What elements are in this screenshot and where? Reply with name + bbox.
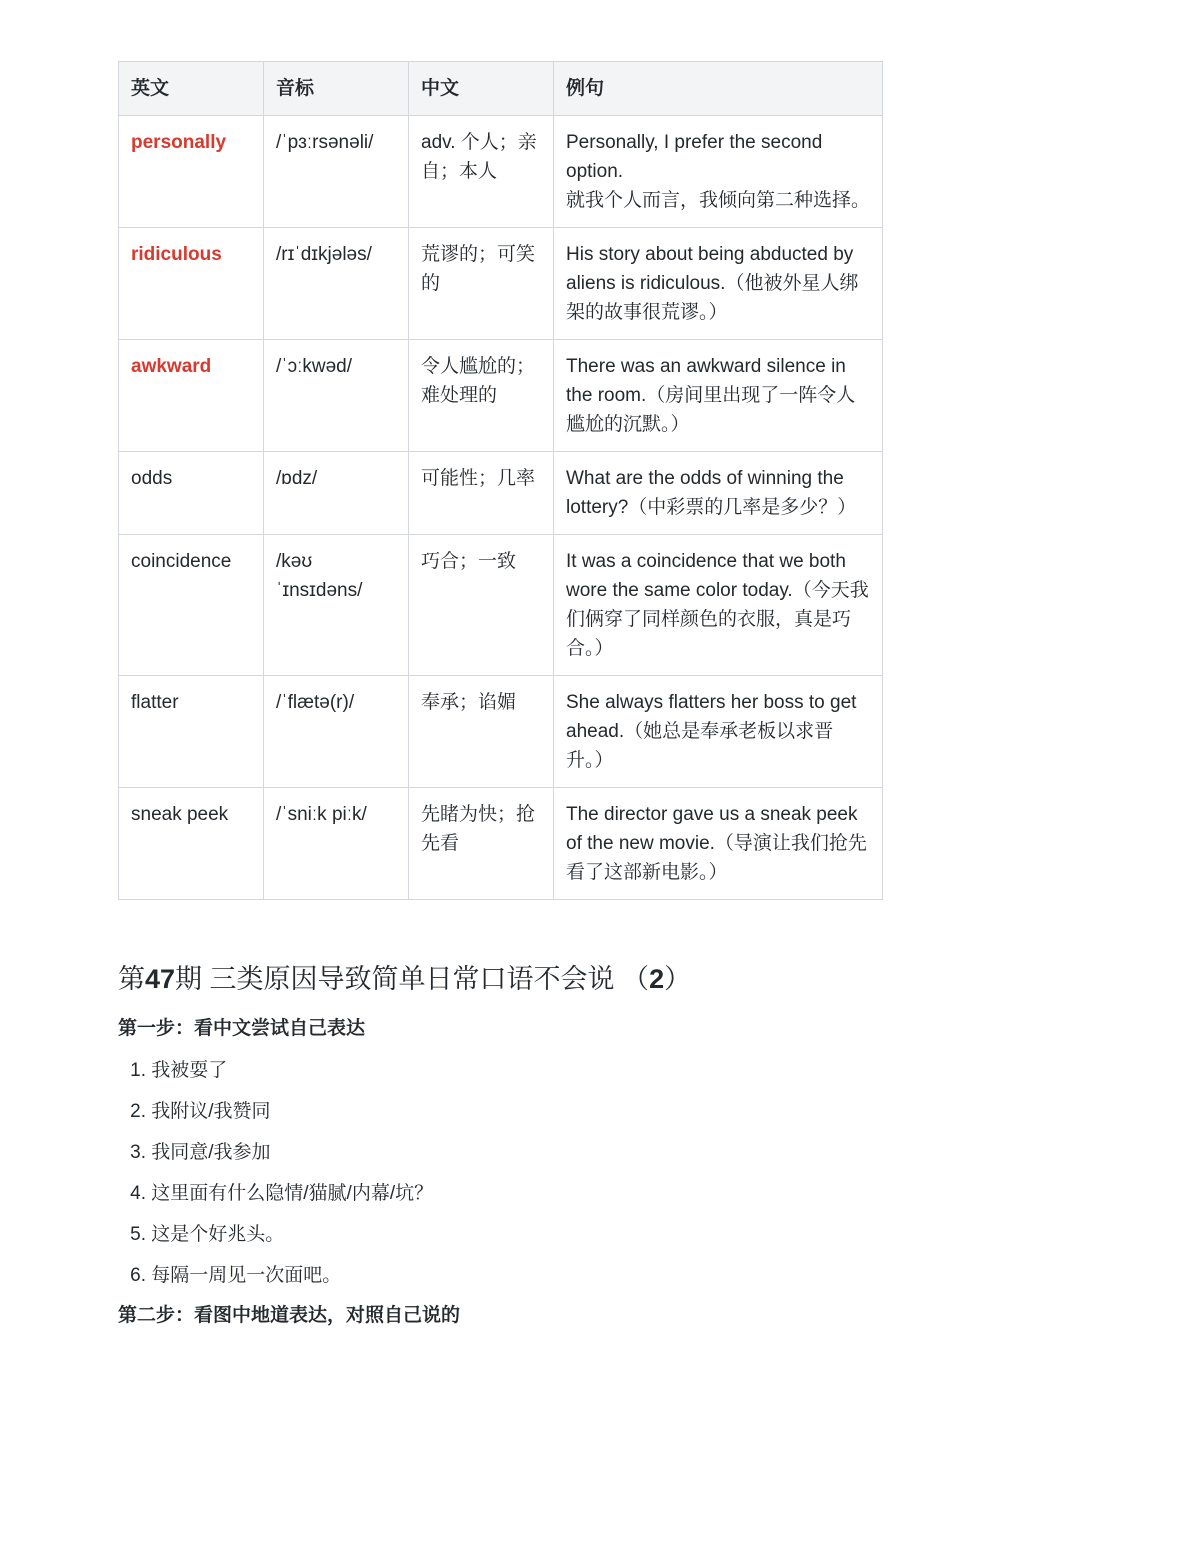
word-cell: coincidence (119, 535, 264, 676)
list-item-text: 我被耍了 (151, 1060, 228, 1081)
list-item (118, 1138, 433, 1179)
table-row (119, 340, 883, 452)
meaning-cell: 巧合；一致 (409, 535, 554, 676)
word-cell: flatter (119, 676, 264, 788)
phonetic-cell: /rɪˈdɪkjələs/ (264, 228, 409, 340)
step-one-heading: 第一步：看中文尝试自己表达 (118, 1018, 366, 1039)
column-header-example: 例句 (554, 62, 883, 116)
meaning-cell: 可能性；几率 (409, 452, 554, 535)
list-item (118, 1261, 433, 1302)
phonetic-cell: /kəʊ ˈɪnsɪdəns/ (264, 535, 409, 676)
word-cell: personally (119, 116, 264, 228)
column-header-english: 英文 (119, 62, 264, 116)
meaning-cell: 荒谬的；可笑的 (409, 228, 554, 340)
example-chinese: 就我个人而言，我倾向第二种选择。 (566, 190, 871, 211)
example-cell: The director gave us a sneak peek of the new movie.（导演让我们抢先看了这部新电影。） (554, 788, 883, 900)
column-header-phonetic: 音标 (264, 62, 409, 116)
list-item-text: 这里面有什么隐情/猫腻/内幕/坑？ (151, 1183, 434, 1204)
word-cell: ridiculous (119, 228, 264, 340)
table-row (119, 116, 883, 228)
list-item (118, 1220, 433, 1261)
section-title-number: 47 (145, 964, 176, 994)
meaning-cell: adv. 个人；亲自；本人 (409, 116, 554, 228)
example-cell: It was a coincidence that we both wore the same color today.（今天我们俩穿了同样颜色的衣服，真是巧合。） (554, 535, 883, 676)
list-item-index: 2. (130, 1101, 146, 1122)
example-english: Personally, I prefer the second option. (566, 132, 823, 182)
list-item-text: 我附议/我赞同 (151, 1101, 271, 1122)
section-title (118, 957, 691, 1001)
word-cell: awkward (119, 340, 264, 452)
list-item-index: 6. (130, 1265, 146, 1286)
word-cell: odds (119, 452, 264, 535)
table-header-row (119, 62, 883, 116)
phonetic-cell: /ˈsniːk piːk/ (264, 788, 409, 900)
table-row (119, 788, 883, 900)
section-title-middle: 期 三类原因导致简单日常口语不会说 （ (175, 964, 650, 994)
meaning-cell: 先睹为快；抢先看 (409, 788, 554, 900)
column-header-chinese: 中文 (409, 62, 554, 116)
phrase-list (118, 1056, 433, 1302)
example-cell (554, 116, 883, 228)
step-two-heading: 第二步：看图中地道表达，对照自己说的 (118, 1305, 461, 1326)
example-cell: His story about being abducted by aliens is ridiculous.（他被外星人绑架的故事很荒谬。） (554, 228, 883, 340)
example-cell: There was an awkward silence in the room.（房间里出现了一阵令人尴尬的沉默。） (554, 340, 883, 452)
list-item-text: 每隔一周见一次面吧。 (151, 1265, 342, 1286)
table-row (119, 676, 883, 788)
example-cell: What are the odds of winning the lottery?（中彩票的几率是多少？） (554, 452, 883, 535)
meaning-cell: 奉承；谄媚 (409, 676, 554, 788)
list-item (118, 1056, 433, 1097)
meaning-cell: 令人尴尬的；难处理的 (409, 340, 554, 452)
list-item-text: 这是个好兆头。 (151, 1224, 285, 1245)
phonetic-cell: /ˈɔːkwəd/ (264, 340, 409, 452)
example-cell: She always flatters her boss to get ahead.（她总是奉承老板以求晋升。） (554, 676, 883, 788)
list-item-index: 4. (130, 1183, 146, 1204)
list-item-index: 1. (130, 1060, 146, 1081)
phonetic-cell: /ɒdz/ (264, 452, 409, 535)
vocabulary-table (118, 61, 883, 900)
table-row (119, 535, 883, 676)
phonetic-cell: /ˈflætə(r)/ (264, 676, 409, 788)
list-item (118, 1179, 433, 1220)
section-title-part: 2 (649, 964, 665, 994)
table-row (119, 228, 883, 340)
table-row (119, 452, 883, 535)
phonetic-cell: /ˈpɜːrsənəli/ (264, 116, 409, 228)
section-title-prefix: 第 (118, 964, 145, 994)
list-item-text: 我同意/我参加 (151, 1142, 271, 1163)
list-item-index: 3. (130, 1142, 146, 1163)
section-title-suffix: ） (664, 964, 692, 994)
word-cell: sneak peek (119, 788, 264, 900)
list-item-index: 5. (130, 1224, 146, 1245)
list-item (118, 1097, 433, 1138)
